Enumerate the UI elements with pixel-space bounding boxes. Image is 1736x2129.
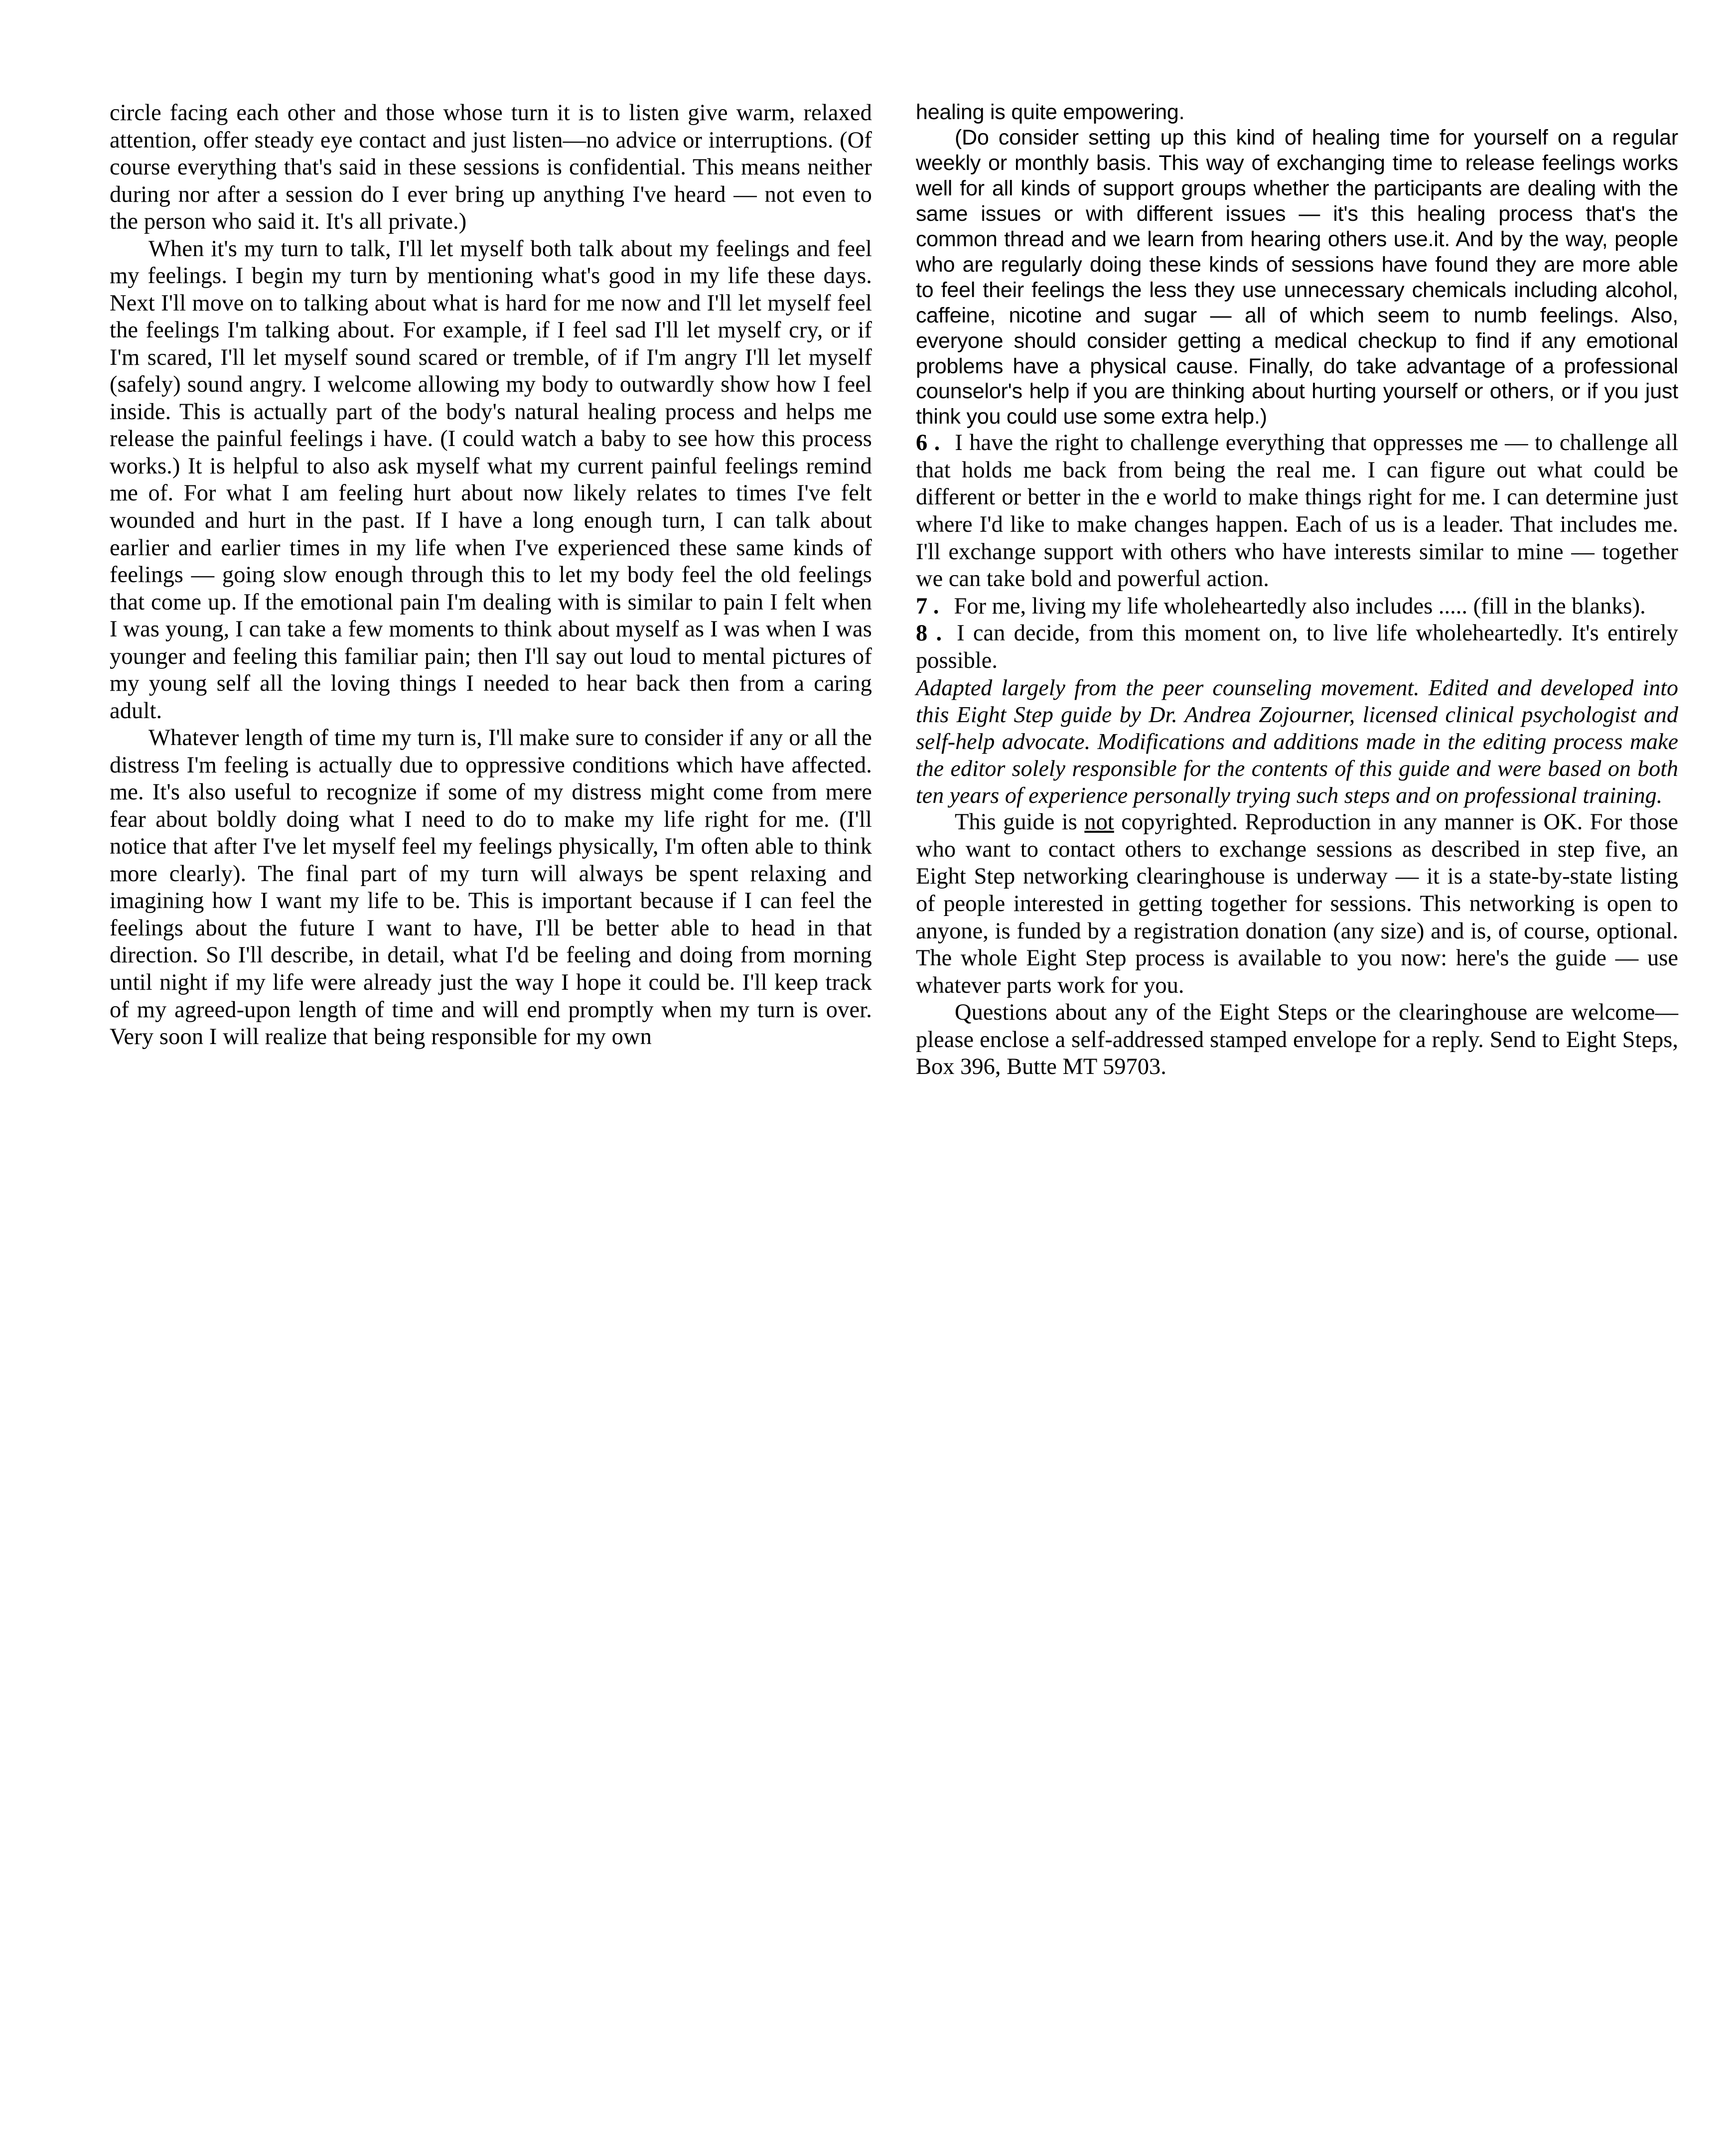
step-item bbox=[916, 620, 1678, 674]
copyright-emphasis: not bbox=[1084, 809, 1114, 835]
credit-note: Adapted largely from the peer counseling movement. Edited and developed into this Eight Step guide by Dr. Andrea Zojourner, licensed clinical psychologist and self-help advocate. Modifications and additions made in the editing process make the editor solely responsible for the contents of this guide and were based on both ten years of experience personally trying such steps and on professional training. bbox=[916, 675, 1678, 808]
step-number: 8 . bbox=[916, 620, 942, 646]
step-number: 6 . bbox=[916, 430, 940, 456]
paragraph: Whatever length of time my turn is, I'll make sure to consider if any or all the distress I'm feeling is actually due to oppressive conditions which have affected. me. It's also useful to recognize if some of my distress might come from mere fear about boldly doing what I need to do to make my life right for me. (I'll notice that after I've let myself feel my feelings physically, I'm often able to think more clearly). The final part of my turn will always be spent relaxing and imagining how I want my life to be. This is important because if I can feel the feelings about the future I want to have, I'll be better able to head in that direction. So I'll describe, in detail, what I'd be feeling and doing from morning until night if my life were already just the way I hope it could be. I'll keep track of my agreed-upon length of time and will end promptly when my turn is over. Very soon I will realize that being responsible for my own bbox=[110, 725, 872, 1050]
two-column-layout bbox=[110, 100, 1679, 2044]
contact-paragraph: Questions about any of the Eight Steps or the clearinghouse are welcome—please enclose a self-addressed stamped envelope for a reply. Send to Eight Steps, Box 396, Butte MT 59703. bbox=[916, 1000, 1678, 1080]
step-text: For me, living my life wholeheartedly also includes ..... (fill in the blanks). bbox=[954, 593, 1646, 619]
copyright-paragraph bbox=[916, 809, 1678, 999]
copyright-text-after: copyrighted. Reproduction in any manner is OK. For those who want to contact others to exchange sessions as described in step five, an Eight Step networking clearinghouse is underway — it is a state-by-state listing of people interested in getting together for sessions. This networking is open to anyone, is funded by a registration donation (any size) and is, of course, optional. The whole Eight Step process is available to you now: here's the guide — use whatever parts work for you. bbox=[916, 809, 1678, 998]
continuation-line: healing is quite empowering. bbox=[916, 100, 1185, 124]
step-text: I can decide, from this moment on, to live life wholeheartedly. It's entirely possible. bbox=[916, 620, 1679, 673]
right-column bbox=[916, 100, 1678, 2044]
paragraph-parenthetical: (Do consider setting up this kind of healing time for yourself on a regular weekly or monthly basis. This way of exchanging time to release feelings works well for all kinds of support groups whether the participants are dealing with the same issues or with different issues — it's this healing process that's the common thread and we learn from hearing others use.it. And by the way, people who are regularly doing these kinds of sessions have found they are more able to feel their feelings the less they use unnecessary chemicals including alcohol, caffeine, nicotine and sugar — all of which seem to numb feelings. Also, everyone should consider getting a medical checkup to find if any emotional problems have a physical cause. Finally, do take advantage of a professional counselor's help if you are thinking about hurting yourself or others, or if you just think you could use some extra help.) bbox=[916, 125, 1678, 429]
copyright-text-before: This guide is bbox=[955, 809, 1085, 835]
step-text: I have the right to challenge everything that oppresses me — to challenge all that holds me back from being the real me. I can figure out what could be different or better in the e world to make things right for me. I can determine just where I'd like to make changes happen. Each of us is a leader. That includes me. I'll exchange support with others who have interests similar to mine — together we can take bold and powerful action. bbox=[916, 430, 1678, 592]
paragraph: When it's my turn to talk, I'll let myself both talk about my feelings and feel my feelings. I begin my turn by mentioning what's good in my life these days. Next I'll move on to talking about what is hard for me now and I'll let myself feel the feelings I'm talking about. For example, if I feel sad I'll let myself cry, or if I'm scared, I'll let myself sound scared or tremble, of if I'm angry I'll let myself (safely) sound angry. I welcome allowing my body to outwardly show how I feel inside. This is actually part of the body's natural healing process and helps me release the painful feelings i have. (I could watch a baby to see how this process works.) It is helpful to also ask myself what my current painful feelings remind me of. For what I am feeling hurt about now likely relates to times I've felt wounded and hurt in the past. If I have a long enough turn, I can talk about earlier and earlier times in my life when I've experienced these same kinds of feelings — going slow enough through this to let my body feel the old feelings that come up. If the emotional pain I'm dealing with is similar to pain I felt when I was young, I can take a few moments to think about myself as I was when I was younger and feeling this familiar pain; then I'll say out loud to mental pictures of my young self all the loving things I needed to hear back then from a caring adult. bbox=[110, 236, 872, 724]
step-item bbox=[916, 593, 1678, 620]
step-number: 7 . bbox=[916, 593, 939, 619]
left-column bbox=[110, 100, 872, 2044]
step-item bbox=[916, 430, 1678, 593]
paragraph: circle facing each other and those whose turn it is to listen give warm, relaxed attention, offer steady eye contact and just listen—no advice or interruptions. (Of course everything that's said in these sessions is confidential. This means neither during nor after a session do I ever bring up anything I've heard — not even to the person who said it. It's all private.) bbox=[110, 100, 872, 235]
